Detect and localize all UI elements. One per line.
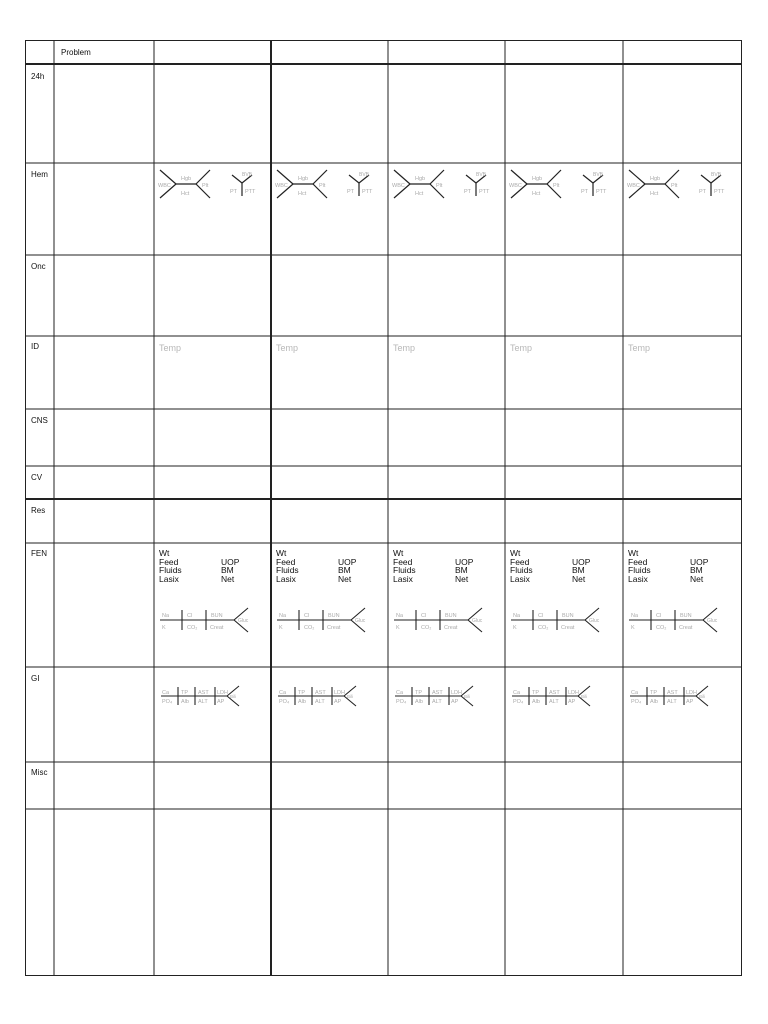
- plt-label: Plt: [202, 183, 209, 189]
- fen-field-label: Feed: [159, 556, 179, 567]
- bmp-fishbone-4: [509, 607, 609, 633]
- na-label: Na: [513, 613, 521, 619]
- fen-field-label: Fluids: [628, 565, 651, 576]
- na-label: Na: [631, 613, 639, 619]
- bvb-label: BVB: [711, 172, 722, 178]
- co2-label: CO₂: [304, 625, 315, 631]
- ldh-label: LDH: [568, 690, 580, 696]
- bili-label: Bili: [230, 694, 237, 699]
- gluc-label: Gluc: [355, 618, 366, 624]
- hct-label: Hct: [181, 191, 190, 197]
- fen-field-label: UOP: [221, 556, 240, 567]
- temp-placeholder-3: Temp: [393, 343, 416, 353]
- hem-lab-diagrams-5: [627, 168, 735, 200]
- creat-label: Creat: [444, 625, 458, 631]
- fen-field-label: Net: [572, 573, 586, 584]
- hem-lab-diagrams-1: [158, 168, 266, 200]
- alt-label: ALT: [315, 699, 325, 705]
- bili-label: Bili: [464, 694, 471, 699]
- hgb-label: Hgb: [298, 176, 309, 182]
- row-label-res: Res: [31, 506, 46, 515]
- temp-placeholder-2: Temp: [276, 343, 299, 353]
- fen-field-label: Fluids: [393, 565, 416, 576]
- ca-label: Ca: [631, 690, 639, 696]
- ptt-label: PTT: [479, 189, 490, 195]
- fen-field-label: Wt: [393, 548, 404, 558]
- creat-label: Creat: [561, 625, 575, 631]
- fen-field-label: BM: [338, 565, 351, 576]
- alt-label: ALT: [549, 699, 559, 705]
- gluc-label: Gluc: [238, 618, 249, 624]
- alt-label: ALT: [198, 699, 208, 705]
- ca-label: Ca: [513, 690, 521, 696]
- ap-label: AP: [217, 699, 225, 705]
- plt-label: Plt: [671, 183, 678, 189]
- fen-field-label: Net: [338, 573, 352, 584]
- bmp-fishbone-2: [275, 607, 375, 633]
- po4-label: PO₄: [631, 699, 642, 705]
- co2-label: CO₂: [538, 625, 549, 631]
- ast-label: AST: [667, 690, 678, 696]
- bili-label: Bili: [699, 694, 706, 699]
- fen-field-label: Wt: [510, 548, 521, 558]
- na-label: Na: [396, 613, 404, 619]
- plt-label: Plt: [436, 183, 443, 189]
- ast-label: AST: [432, 690, 443, 696]
- row-label-24h: 24h: [31, 72, 45, 81]
- k-label: K: [396, 625, 400, 631]
- hct-label: Hct: [650, 191, 659, 197]
- cl-label: Cl: [538, 613, 544, 619]
- gi-lft-fishbone-5: [628, 684, 718, 708]
- cl-label: Cl: [187, 613, 193, 619]
- po4-label: PO₄: [162, 699, 173, 705]
- creat-label: Creat: [327, 625, 341, 631]
- ap-label: AP: [451, 699, 459, 705]
- k-label: K: [631, 625, 635, 631]
- gluc-label: Gluc: [589, 618, 600, 624]
- hgb-label: Hgb: [181, 176, 192, 182]
- bmp-fishbone-3: [392, 607, 492, 633]
- hem-lab-diagrams-2: [275, 168, 383, 200]
- wbc-label: WBC: [392, 183, 405, 189]
- wbc-label: WBC: [158, 183, 171, 189]
- pt-label: PT: [699, 189, 707, 195]
- ptt-label: PTT: [245, 189, 256, 195]
- hgb-label: Hgb: [532, 176, 543, 182]
- po4-label: PO₄: [513, 699, 524, 705]
- bvb-label: BVB: [476, 172, 487, 178]
- fen-field-label: Fluids: [159, 565, 182, 576]
- wbc-label: WBC: [275, 183, 288, 189]
- hct-label: Hct: [298, 191, 307, 197]
- wbc-label: WBC: [627, 183, 640, 189]
- row-label-cv: CV: [31, 473, 43, 482]
- bun-label: BUN: [562, 613, 574, 619]
- fen-field-label: Feed: [393, 556, 413, 567]
- fen-field-label: UOP: [572, 556, 591, 567]
- temp-placeholder-4: Temp: [510, 343, 533, 353]
- alt-label: ALT: [432, 699, 442, 705]
- fen-field-label: Feed: [510, 556, 530, 567]
- bmp-fishbone-5: [627, 607, 727, 633]
- pt-label: PT: [347, 189, 355, 195]
- gi-lft-fishbone-1: [159, 684, 249, 708]
- fen-field-label: Lasix: [510, 573, 530, 584]
- hgb-label: Hgb: [415, 176, 426, 182]
- fen-field-label: Feed: [276, 556, 296, 567]
- ast-label: AST: [549, 690, 560, 696]
- ptt-label: PTT: [362, 189, 373, 195]
- fen-field-label: Fluids: [276, 565, 299, 576]
- fen-field-label: UOP: [455, 556, 474, 567]
- fen-field-label: BM: [221, 565, 234, 576]
- fen-field-label: Lasix: [393, 573, 413, 584]
- fen-field-label: BM: [572, 565, 585, 576]
- row-label-id: ID: [31, 342, 39, 351]
- fen-field-label: UOP: [690, 556, 709, 567]
- ast-label: AST: [315, 690, 326, 696]
- fen-field-label: Feed: [628, 556, 648, 567]
- fen-io-block-2: [276, 549, 356, 583]
- fen-field-label: BM: [455, 565, 468, 576]
- ldh-label: LDH: [686, 690, 698, 696]
- fen-field-label: UOP: [338, 556, 357, 567]
- co2-label: CO₂: [421, 625, 432, 631]
- ldh-label: LDH: [451, 690, 463, 696]
- cl-label: Cl: [421, 613, 427, 619]
- tp-label: TP: [298, 690, 306, 696]
- row-label-hem: Hem: [31, 170, 48, 179]
- ap-label: AP: [334, 699, 342, 705]
- tp-label: TP: [532, 690, 540, 696]
- ast-label: AST: [198, 690, 209, 696]
- icu-rounding-sheet: [25, 40, 742, 976]
- co2-label: CO₂: [187, 625, 198, 631]
- po4-label: PO₄: [279, 699, 290, 705]
- gi-lft-fishbone-3: [393, 684, 483, 708]
- row-label-fen: FEN: [31, 549, 47, 558]
- gluc-label: Gluc: [472, 618, 483, 624]
- bili-label: Bili: [581, 694, 588, 699]
- k-label: K: [279, 625, 283, 631]
- gi-lft-fishbone-4: [510, 684, 600, 708]
- bun-label: BUN: [328, 613, 340, 619]
- ap-label: AP: [686, 699, 694, 705]
- alb-label: Alb: [181, 699, 189, 705]
- bvb-label: BVB: [593, 172, 604, 178]
- hem-lab-diagrams-4: [509, 168, 617, 200]
- fen-field-label: Lasix: [628, 573, 648, 584]
- alt-label: ALT: [667, 699, 677, 705]
- bun-label: BUN: [211, 613, 223, 619]
- ptt-label: PTT: [714, 189, 725, 195]
- bmp-fishbone-1: [158, 607, 258, 633]
- ptt-label: PTT: [596, 189, 607, 195]
- row-label-gi: GI: [31, 674, 40, 683]
- ca-label: Ca: [279, 690, 287, 696]
- fen-field-label: Lasix: [276, 573, 296, 584]
- ap-label: AP: [568, 699, 576, 705]
- pt-label: PT: [581, 189, 589, 195]
- alb-label: Alb: [298, 699, 306, 705]
- pt-label: PT: [464, 189, 472, 195]
- row-label-onc: Onc: [31, 262, 46, 271]
- plt-label: Plt: [319, 183, 326, 189]
- creat-label: Creat: [679, 625, 693, 631]
- na-label: Na: [279, 613, 287, 619]
- alb-label: Alb: [532, 699, 540, 705]
- fen-field-label: Wt: [159, 548, 170, 558]
- temp-placeholder-5: Temp: [628, 343, 651, 353]
- ca-label: Ca: [162, 690, 170, 696]
- ldh-label: LDH: [217, 690, 229, 696]
- fen-io-block-5: [628, 549, 708, 583]
- po4-label: PO₄: [396, 699, 407, 705]
- fen-field-label: Net: [690, 573, 704, 584]
- creat-label: Creat: [210, 625, 224, 631]
- ca-label: Ca: [396, 690, 404, 696]
- temp-placeholder-1: Temp: [159, 343, 182, 353]
- fen-io-block-4: [510, 549, 590, 583]
- fen-field-label: Fluids: [510, 565, 533, 576]
- plt-label: Plt: [553, 183, 560, 189]
- hct-label: Hct: [415, 191, 424, 197]
- bun-label: BUN: [680, 613, 692, 619]
- bvb-label: BVB: [359, 172, 370, 178]
- alb-label: Alb: [650, 699, 658, 705]
- tp-label: TP: [415, 690, 423, 696]
- row-label-misc: Misc: [31, 768, 48, 777]
- problem-header: Problem: [61, 48, 91, 57]
- row-label-cns: CNS: [31, 416, 48, 425]
- bun-label: BUN: [445, 613, 457, 619]
- na-label: Na: [162, 613, 170, 619]
- fen-field-label: Net: [455, 573, 469, 584]
- fen-field-label: Wt: [628, 548, 639, 558]
- gi-lft-fishbone-2: [276, 684, 366, 708]
- hem-lab-diagrams-3: [392, 168, 500, 200]
- pt-label: PT: [230, 189, 238, 195]
- tp-label: TP: [650, 690, 658, 696]
- wbc-label: WBC: [509, 183, 522, 189]
- fen-io-block-1: [159, 549, 239, 583]
- fen-field-label: BM: [690, 565, 703, 576]
- bili-label: Bili: [347, 694, 354, 699]
- ldh-label: LDH: [334, 690, 346, 696]
- fen-io-block-3: [393, 549, 473, 583]
- hgb-label: Hgb: [650, 176, 661, 182]
- bvb-label: BVB: [242, 172, 253, 178]
- hct-label: Hct: [532, 191, 541, 197]
- fen-field-label: Net: [221, 573, 235, 584]
- co2-label: CO₂: [656, 625, 667, 631]
- k-label: K: [162, 625, 166, 631]
- k-label: K: [513, 625, 517, 631]
- alb-label: Alb: [415, 699, 423, 705]
- cl-label: Cl: [656, 613, 662, 619]
- tp-label: TP: [181, 690, 189, 696]
- fen-field-label: Lasix: [159, 573, 179, 584]
- gluc-label: Gluc: [707, 618, 718, 624]
- fen-field-label: Wt: [276, 548, 287, 558]
- cl-label: Cl: [304, 613, 310, 619]
